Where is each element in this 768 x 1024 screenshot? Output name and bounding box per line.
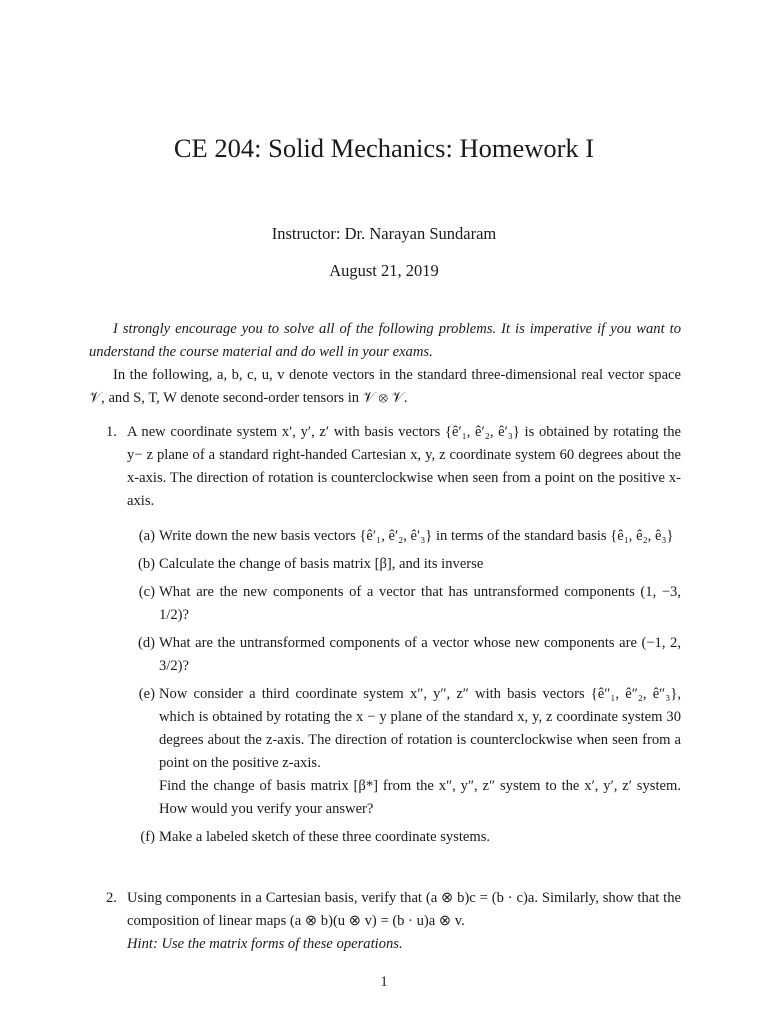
part-text: Now consider a third coordinate system x″, y″, z″ with basis vectors {ê″₁, ê″₂, ê″₃}, which is obtained by rotating the x − y plane of the standard x, y, z coordinate system 30 degrees about the z-axis. The direction of rotation is counterclockwise when seen from a point on the positive z-axis. bbox=[159, 686, 681, 771]
part-text: Write down the new basis vectors {ê′₁, ê′₂, ê′₃} in terms of the standard basis {ê₁, ê₂, ê₃} bbox=[159, 528, 674, 544]
part-f bbox=[127, 826, 681, 849]
instructor-line: Instructor: Dr. Narayan Sundaram bbox=[271, 224, 497, 243]
problem-1 bbox=[89, 421, 681, 854]
notation-paragraph: In the following, a, b, c, u, v denote vectors in the standard three-dimensional real vector space 𝒱, and S, T, W denote second-order tensors in 𝒱 ⊗ 𝒱. bbox=[89, 367, 681, 406]
part-label: (e) bbox=[138, 686, 155, 702]
part-text: Calculate the change of basis matrix [β], and its inverse bbox=[159, 556, 484, 572]
part-label: (a) bbox=[138, 528, 155, 544]
problem-2 bbox=[89, 887, 681, 956]
part-label: (b) bbox=[137, 556, 155, 572]
problem-parts bbox=[127, 525, 681, 849]
page-number: 1 bbox=[380, 974, 388, 990]
intro-paragraph: I strongly encourage you to solve all of the following problems. It is imperative if you want to understand the course material and do well in your exams. bbox=[89, 321, 681, 360]
part-text: What are the untransformed components of a vector whose new components are (−1, 2, 3/2)? bbox=[159, 635, 681, 674]
part-c bbox=[127, 581, 681, 627]
part-text: Make a labeled sketch of these three coordinate systems. bbox=[159, 829, 491, 845]
problem-number: 1. bbox=[106, 424, 117, 440]
date-line: August 21, 2019 bbox=[329, 261, 439, 280]
part-text: What are the new components of a vector that has untransformed components (1, −3, 1/2)? bbox=[159, 584, 681, 623]
part-a bbox=[127, 525, 681, 548]
part-b bbox=[127, 553, 681, 576]
part-label: (c) bbox=[138, 584, 155, 600]
part-label: (f) bbox=[140, 829, 155, 845]
problem-text: A new coordinate system x′, y′, z′ with basis vectors {ê′₁, ê′₂, ê′₃} is obtained by rotating the y− z plane of a standard right-handed Cartesian x, y, z coordinate system 60 degrees about the x-axis. The direction of rotation is counterclockwise when seen from a point on the positive x-axis. bbox=[127, 424, 681, 509]
problem-number: 2. bbox=[106, 890, 117, 906]
part-d bbox=[127, 632, 681, 678]
part-label: (d) bbox=[137, 635, 155, 651]
document-title: CE 204: Solid Mechanics: Homework I bbox=[173, 133, 595, 163]
part-text-continued: Find the change of basis matrix [β*] from the x″, y″, z″ system to the x′, y′, z′ system. How would you verify your answer? bbox=[159, 778, 681, 817]
problem-hint: Hint: Use the matrix forms of these operations. bbox=[127, 936, 403, 952]
problem-text: Using components in a Cartesian basis, verify that (a ⊗ b)c = (b · c)a. Similarly, show that the composition of linear maps (a ⊗ b)(u ⊗ v) = (b · u)a ⊗ v. bbox=[127, 890, 681, 929]
part-e bbox=[127, 683, 681, 821]
